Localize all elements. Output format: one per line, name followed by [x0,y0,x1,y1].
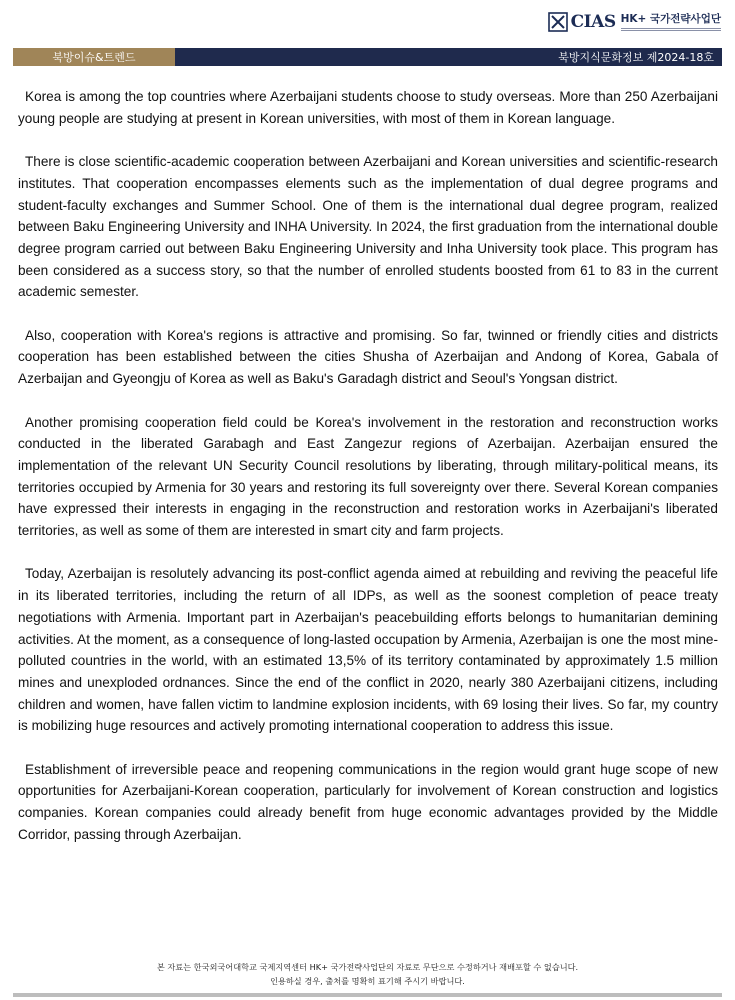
issue-label-text: 북방지식문화정보 제2024-18호 [558,51,714,64]
paragraph: There is close scientific-academic cooperation between Azerbaijani and Korean universities and scientific-research institutes. That cooperation encompasses elements such as the implementation of dual degree programs and student-faculty exchanges and Summer School. One of them is the international dual degree program, realized between Baku Engineering University and INHA University. In 2024, the first graduation from the international double degree program carried out between Baku Engineering University and Inha University took place. This program has been considered as a success story, so that the number of enrolled students boosted from 61 to 83 in the current academic semester. [18,154,718,300]
header-bar [13,48,722,66]
paragraph: Also, cooperation with Korea's regions is attractive and promising. So far, twinned or friendly cities and districts cooperation has been established between the cities Shusha of Azerbaijan and Andong of Korea, Gabala of Azerbaijan and Gyeongju of Korea as well as Baku's Garadagh district and Seoul's Yongsan district. [18,327,718,387]
footer-line-1: 본 자료는 한국외국어대학교 국제지역센터 HK+ 국가전략사업단의 자료로 무단으로 수정하거나 재배포할 수 없습니다. [156,962,579,972]
paragraph: Today, Azerbaijan is resolutely advancing its post-conflict agenda aimed at rebuilding and reviving the peaceful life in its liberated territories, including the return of all IDPs, as well as the soonest completion of peace treaty negotiations with Armenia. Important part in Azerbaijan's peacebuilding efforts belongs to humanitarian demining activities. At the moment, as a consequence of long-lasted occupation by Armenia, Azerbaijan is one the most mine-polluted countries in the world, with an estimated 13,5% of its territory contaminated by approximately 1.5 million mines and unexploded ordnances. Since the end of the conflict in 2020, nearly 380 Azerbaijani citizens, including children and women, have fallen victim to landmine explosion incidents, with 69 losing their lives. So far, my country is mobilizing huge resources and actively promoting international cooperation to address this issue. [18,566,718,734]
section-label [13,48,175,66]
issue-label [175,48,722,66]
cias-emblem-icon [548,12,568,32]
paragraph: Korea is among the top countries where Azerbaijani students choose to study overseas. More than 250 Azerbaijani young people are studying at present in Korean universities, with most of them in Korean language. [18,89,718,126]
article-body [18,86,718,867]
footer-notice [0,960,735,988]
logo-org-name: HK+ 국가전략사업단 [620,13,721,25]
logo-subtitle-lines [621,27,721,31]
logo-brand-text: CIAS [570,12,616,32]
paragraph: Establishment of irreversible peace and reopening communications in the region would grant huge scope of new opportunities for Azerbaijani-Korean cooperation, particularly for involvement of Korean construction and logistics companies. Korean companies could already benefit from huge economic advantages provided by the Middle Corridor, passing through Azerbaijan. [18,761,718,842]
paragraph: Another promising cooperation field could be Korea's involvement in the restoration and reconstruction works conducted in the liberated Garabagh and East Zangezur regions of Azerbaijan. Azerbaijan ensured the implementation of the relevant UN Security Council resolutions by liberating, through military-political means, its territories occupied by Armenia for 30 years and restoring its full sovereignty over there. Several Korean companies have expressed their interests in engaging in the reconstruction and restoration works in Azerbaijani's liberated territories, as well as some of them are interested in smart city and farm projects. [18,414,718,539]
section-label-text: 북방이슈&트렌드 [52,51,136,64]
footer-line-2: 인용하실 경우, 출처를 명확히 표기해 주시기 바랍니다. [270,976,465,986]
cias-logo [548,12,721,32]
footer-divider [13,993,722,997]
